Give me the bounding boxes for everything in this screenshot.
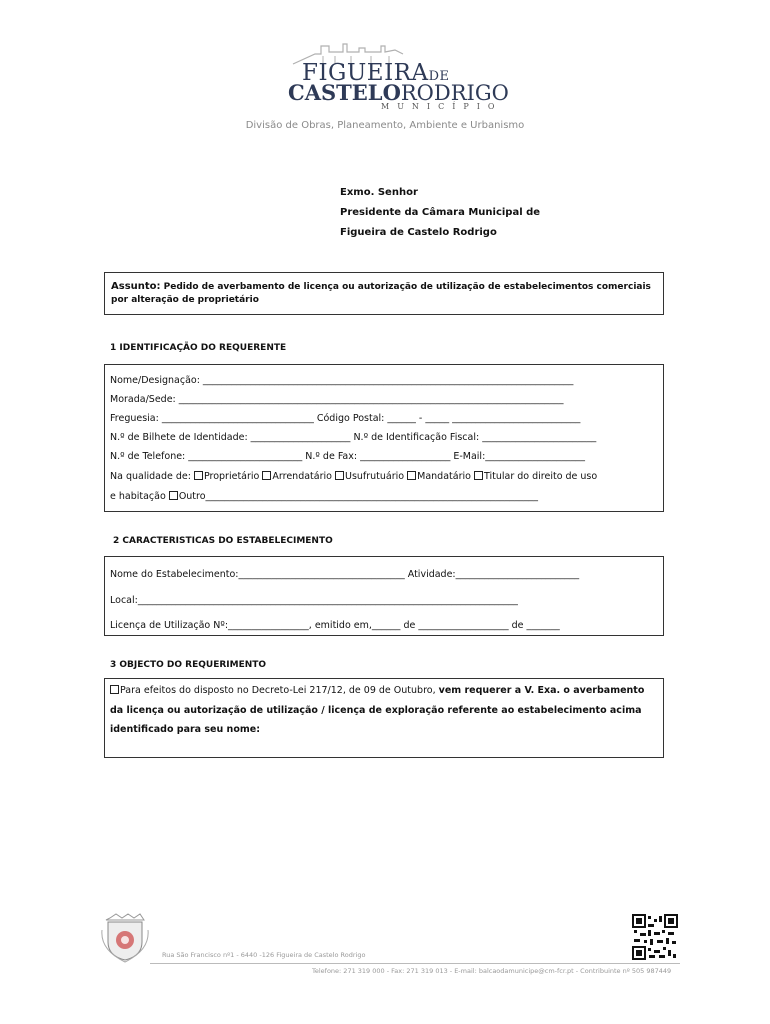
titular-checkbox[interactable] [474,471,483,480]
titular-label: Titular do direito de uso [483,471,598,482]
morada-field[interactable]: Morada/Sede: _________________________________________________________________________________ [110,394,564,405]
telefone-field[interactable]: N.º de Telefone: ________________________ N.º de Fax: ___________________ E-Mail:_____________________ [110,451,586,462]
section-3-title: 3 OBJECTO DO REQUERIMENTO [110,660,267,670]
footer-contacts: Telefone: 271 319 000 - Fax: 271 319 013 - E-mail: balcaodamunicipe@cm-fcr.pt - Contribuinte nº 505 987449 [312,967,672,975]
addressee-line-2: Presidente da Câmara Municipal de [340,207,541,218]
addressee-line-1: Exmo. Senhor [340,187,418,198]
assunto-line-2: por alteração de proprietário [111,295,259,305]
assunto-line-1: Assunto: Pedido de averbamento de licença ou autorização de utilização de estabelecimentos comerciais [111,281,651,292]
bilhete-field[interactable]: N.º de Bilhete de Identidade: _____________________ N.º de Identificação Fiscal: ________________________ [110,432,597,443]
proprietario-checkbox[interactable] [194,471,203,480]
footer-divider [150,963,680,964]
habitacao-label: e habitação [110,491,166,502]
local-field[interactable]: Local:________________________________________________________________________________ [110,595,518,606]
footer-address: Rua São Francisco nº1 - 6440 -126 Figueira de Castelo Rodrigo [162,951,366,959]
qr-code-icon [632,914,678,960]
assunto-box [104,272,664,315]
outro-field[interactable]: Outro______________________________________________________________________ [178,491,539,502]
objecto-line-1: Para efeitos do disposto no Decreto-Lei 217/12, de 09 de Outubro, vem requerer a V. Exa. o averbamento [110,685,644,696]
outro-checkbox[interactable] [169,491,178,500]
qualidade-row [110,471,597,482]
logo-castelo-rodrigo: CASTELORODRIGO [288,80,509,105]
objecto-line-2: da licença ou autorização de utilização / licença de exploração referente ao estabelecimento acima [110,705,642,716]
addressee-line-3: Figueira de Castelo Rodrigo [340,227,497,238]
objecto-checkbox[interactable] [110,685,119,694]
division-header: Divisão de Obras, Planeamento, Ambiente e Urbanismo [245,120,525,131]
arrendatario-checkbox[interactable] [262,471,271,480]
qualidade-label: Na qualidade de: [110,471,191,482]
section-2-title: 2 CARACTERISTICAS DO ESTABELECIMENTO [113,536,333,546]
estabelecimento-field[interactable]: Nome do Estabelecimento:___________________________________ Atividade:__________________________ [110,569,580,580]
licenca-field[interactable]: Licença de Utilização Nº:_________________, emitido em,______ de ___________________ de _______ [110,620,560,631]
usufrutuario-checkbox[interactable] [335,471,344,480]
coat-of-arms-icon [98,910,152,964]
section-1-title: 1 IDENTIFICAÇÃO DO REQUERENTE [110,343,287,353]
logo-figueira: FIGUEIRADE [302,60,450,86]
nome-field[interactable]: Nome/Designação: ______________________________________________________________________________ [110,375,574,386]
proprietario-label: Proprietário [203,471,260,482]
arrendatario-label: Arrendatário [272,471,332,482]
habitacao-row [110,491,538,502]
usufrutuario-label: Usufrutuário [344,471,405,482]
mandatario-label: Mandatário [417,471,471,482]
mandatario-checkbox[interactable] [407,471,416,480]
logo-municipio: MUNICÍPIO [381,102,503,111]
objecto-line-3: identificado para seu nome: [110,724,260,735]
freguesia-field[interactable]: Freguesia: ________________________________ Código Postal: ______ - _____ ___________________________ [110,413,581,424]
